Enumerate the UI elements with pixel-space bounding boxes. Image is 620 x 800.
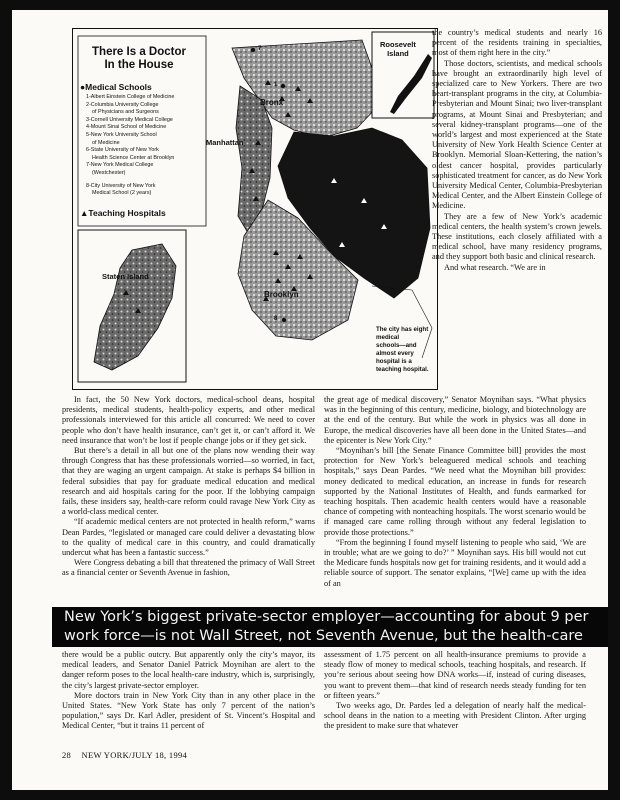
legend-item: 2-Columbia University College [86,101,159,108]
article-column-left-middle [62,395,315,579]
paragraph: the great age of medical discovery,” Senator Moynihan says. “What physics was in the beginning of this century, medicine, biology, and biotechnology are at the end of the century. But while the work in physics was all done in Europe, the medical discoveries have all been done in the United States—and the epicenter is New York City.” [324,395,586,445]
legend-item: 5-New York University School [86,131,157,138]
paragraph: More doctors train in New York City than in any other place in the United States. “New York State has only 7 percent of the nation’s population,” says Dr. Karl Adler, president of St. Vincent’s Hospital and Medical Center, “but it trains 11 percent of [62,690,315,731]
article-column-right-middle [324,395,586,589]
legend-item: Health Science Center at Brooklyn [92,154,175,161]
label-brooklyn: Brooklyn [264,290,299,299]
pull-quote-line: New York’s biggest private-sector employer—accounting for about 9 per [64,609,589,625]
paragraph: “From the beginning I found myself listening to people who said, ‘We are in trouble; what are we going to do?’ ” Moynihan says. His bill would not cut the Medicare funds hospitals now get for training residents, and it would add a reliable source of support. The senator explains, “[We] came up with the idea of an [324,537,586,588]
legend-cuny-line: 8-City University of New York [86,182,156,189]
label-school-8: 8 [274,316,278,322]
paragraph: In fact, the 50 New York doctors, medical-school deans, hospital presidents, medical students, health-policy experts, and other medical professionals interviewed for this article all concurred: We need to cover people who don’t have health insurance, can’t get it, or can’t afford it. We need insurance that won’t be lost if people change jobs or if they get sick. [62,395,315,445]
legend-item: 6-State University of New York [86,147,159,154]
label-school-1: 1 [274,82,278,88]
pull-quote-banner [52,607,608,647]
pull-quote-line: work force—is not Wall Street, not Seventh Avenue, but the health-care [64,628,583,644]
map-title-line: There Is a Doctor [92,46,186,58]
paragraph: And what research. “We are in [444,262,546,272]
map-caption-line: hospital is a [376,358,412,365]
paragraph: Those doctors, scientists, and medical schools have brought an extraordinarily high level of specialized care to New Yorkers. There are two heart-transplant programs in the city, at Columbia-Presbyterian and Mount Sinai; two liver-transplant programs, at Mount Sinai and Presbyterian; and several kidney-transplant programs—one of the world’s largest and most experienced at the State University of New York Health Science Center at Brooklyn. Memorial Sloan-Kettering, the nation’s oldest cancer hospital, provides particularly sophisticated treatment for cancer, as do New York University Medical Center, Columbia-Presbyterian Medical Center, and the Albert Einstein College of Medicine. [432,58,602,211]
folio [62,750,195,760]
label-manhattan: Manhattan [206,138,244,147]
label-roosevelt-line: Roosevelt [380,40,416,49]
paragraph: “Moynihan’s bill [the Senate Finance Committee bill] provides the most protection for New York’s beleaguered medical schools and teaching hospitals,” says Dean Pardes. “We need what the Moynihan bill provides: money dedicated to medical education, an increase in funds for research supported by the National Institutes of Health, and funds earmarked for teaching hospitals. Then academic health centers would have a reasonable chance of competing with nonteaching hospitals. The worst scenario would be if managed care came rolling through without any federal legislation to provide those protections.” [324,446,586,537]
map-title [80,46,198,72]
map-caption-line: The city has eight [376,326,429,333]
publication-line: NEW YORK/JULY 18, 1994 [81,750,188,760]
school-marker-7 [251,48,255,52]
map-title-line: In the House [104,59,174,71]
map-caption-line: schools—and [376,342,417,349]
legend-medical-schools: ●Medical Schools [80,82,152,92]
map-caption [376,326,436,374]
label-staten-island: Staten Island [102,272,149,281]
school-marker-8 [282,318,286,322]
map-caption-line: medical [376,334,400,341]
legend-item: (Westchester) [92,169,126,176]
article-column-right-bottom [324,650,586,732]
paragraph: assessment of 1.75 percent on all health-insurance premiums to provide a steady flow of money to medical schools, teaching hospitals, and research. If you’re serious about seeing how DNA works—if, instead of curing diseases, you want to prevent them—that kind of research needs steady funding for ten or fifteen years.” [324,650,586,700]
magazine-page [12,10,608,790]
legend-item: of Medicine [92,139,120,146]
legend-cuny-line: Medical School (2 years) [92,190,152,197]
page-number: 28 [62,750,72,760]
map-caption-line: almost every [376,350,414,357]
paragraph: “If academic medical centers are not protected in health reform,” warns Dean Pardes, “legislated or managed care could deliver a devastating blow to the quality of medical care in this country, and could dramatically undercut what has been a fantastic success.” [62,517,315,558]
medical-school-list [80,94,198,178]
legend-item: 3-Cornell University Medical College [86,116,173,123]
paragraph: Two weeks ago, Dr. Pardes led a delegation of nearly half the medical-school deans in the nation to a meeting with President Clinton. After urging the president to make sure that whatever [324,701,586,731]
legend-item: 4-Mount Sinai School of Medicine [86,124,167,131]
map-caption-line: teaching hospital. [376,366,429,373]
paragraph: They are a few of New York’s academic medical centers, the health system’s crown jewels. These institutions, each closely affiliated with a medical school, have many residency programs, and they support both basic and clinical research. [432,211,602,262]
label-school-7: 7 [258,46,262,52]
legend-item: of Physicians and Surgeons [92,109,159,116]
legend-cuny [80,183,198,198]
map-legend [80,46,198,218]
label-bronx: Bronx [260,98,284,107]
legend-item: 1-Albert Einstein College of Medicine [86,94,175,100]
article-column-right-top [432,28,602,273]
paragraph: Were Congress debating a bill that threatened the primacy of Wall Street as a financial center or Seventh Avenue in fashion, [62,558,315,578]
paragraph: the country’s medical students and nearly 16 percent of the residents training in specialties, most of them right here in the city.” [432,28,602,58]
paragraph: But there’s a detail in all but one of the plans now wending their way through Congress that has these professionals worried—so worried, in fact, that they are waging an urgent campaign. At stake is perhaps $4 billion in federal subsidies that pay for graduate medical education and medical research and aid hospitals caring for the poor. If the lobbying campaign fails, these insiders say, health-care reform could ravage New York City as a world-class medical center. [62,446,315,517]
label-roosevelt-line: Island [387,49,409,58]
legend-teaching-hospitals: ▲Teaching Hospitals [80,207,166,218]
legend-item: 7-New York Medical College [86,162,154,169]
school-marker-1 [281,84,285,88]
paragraph: there would be a public outcry. But apparently only the city’s mayor, its medical leaders, and Senator Daniel Patrick Moynihan are alert to the danger reform poses to the local health-care industry, which is, surprisingly, the city’s largest private-sector employer. [62,650,315,690]
article-column-left-bottom [62,650,315,732]
label-roosevelt-island [380,40,416,58]
